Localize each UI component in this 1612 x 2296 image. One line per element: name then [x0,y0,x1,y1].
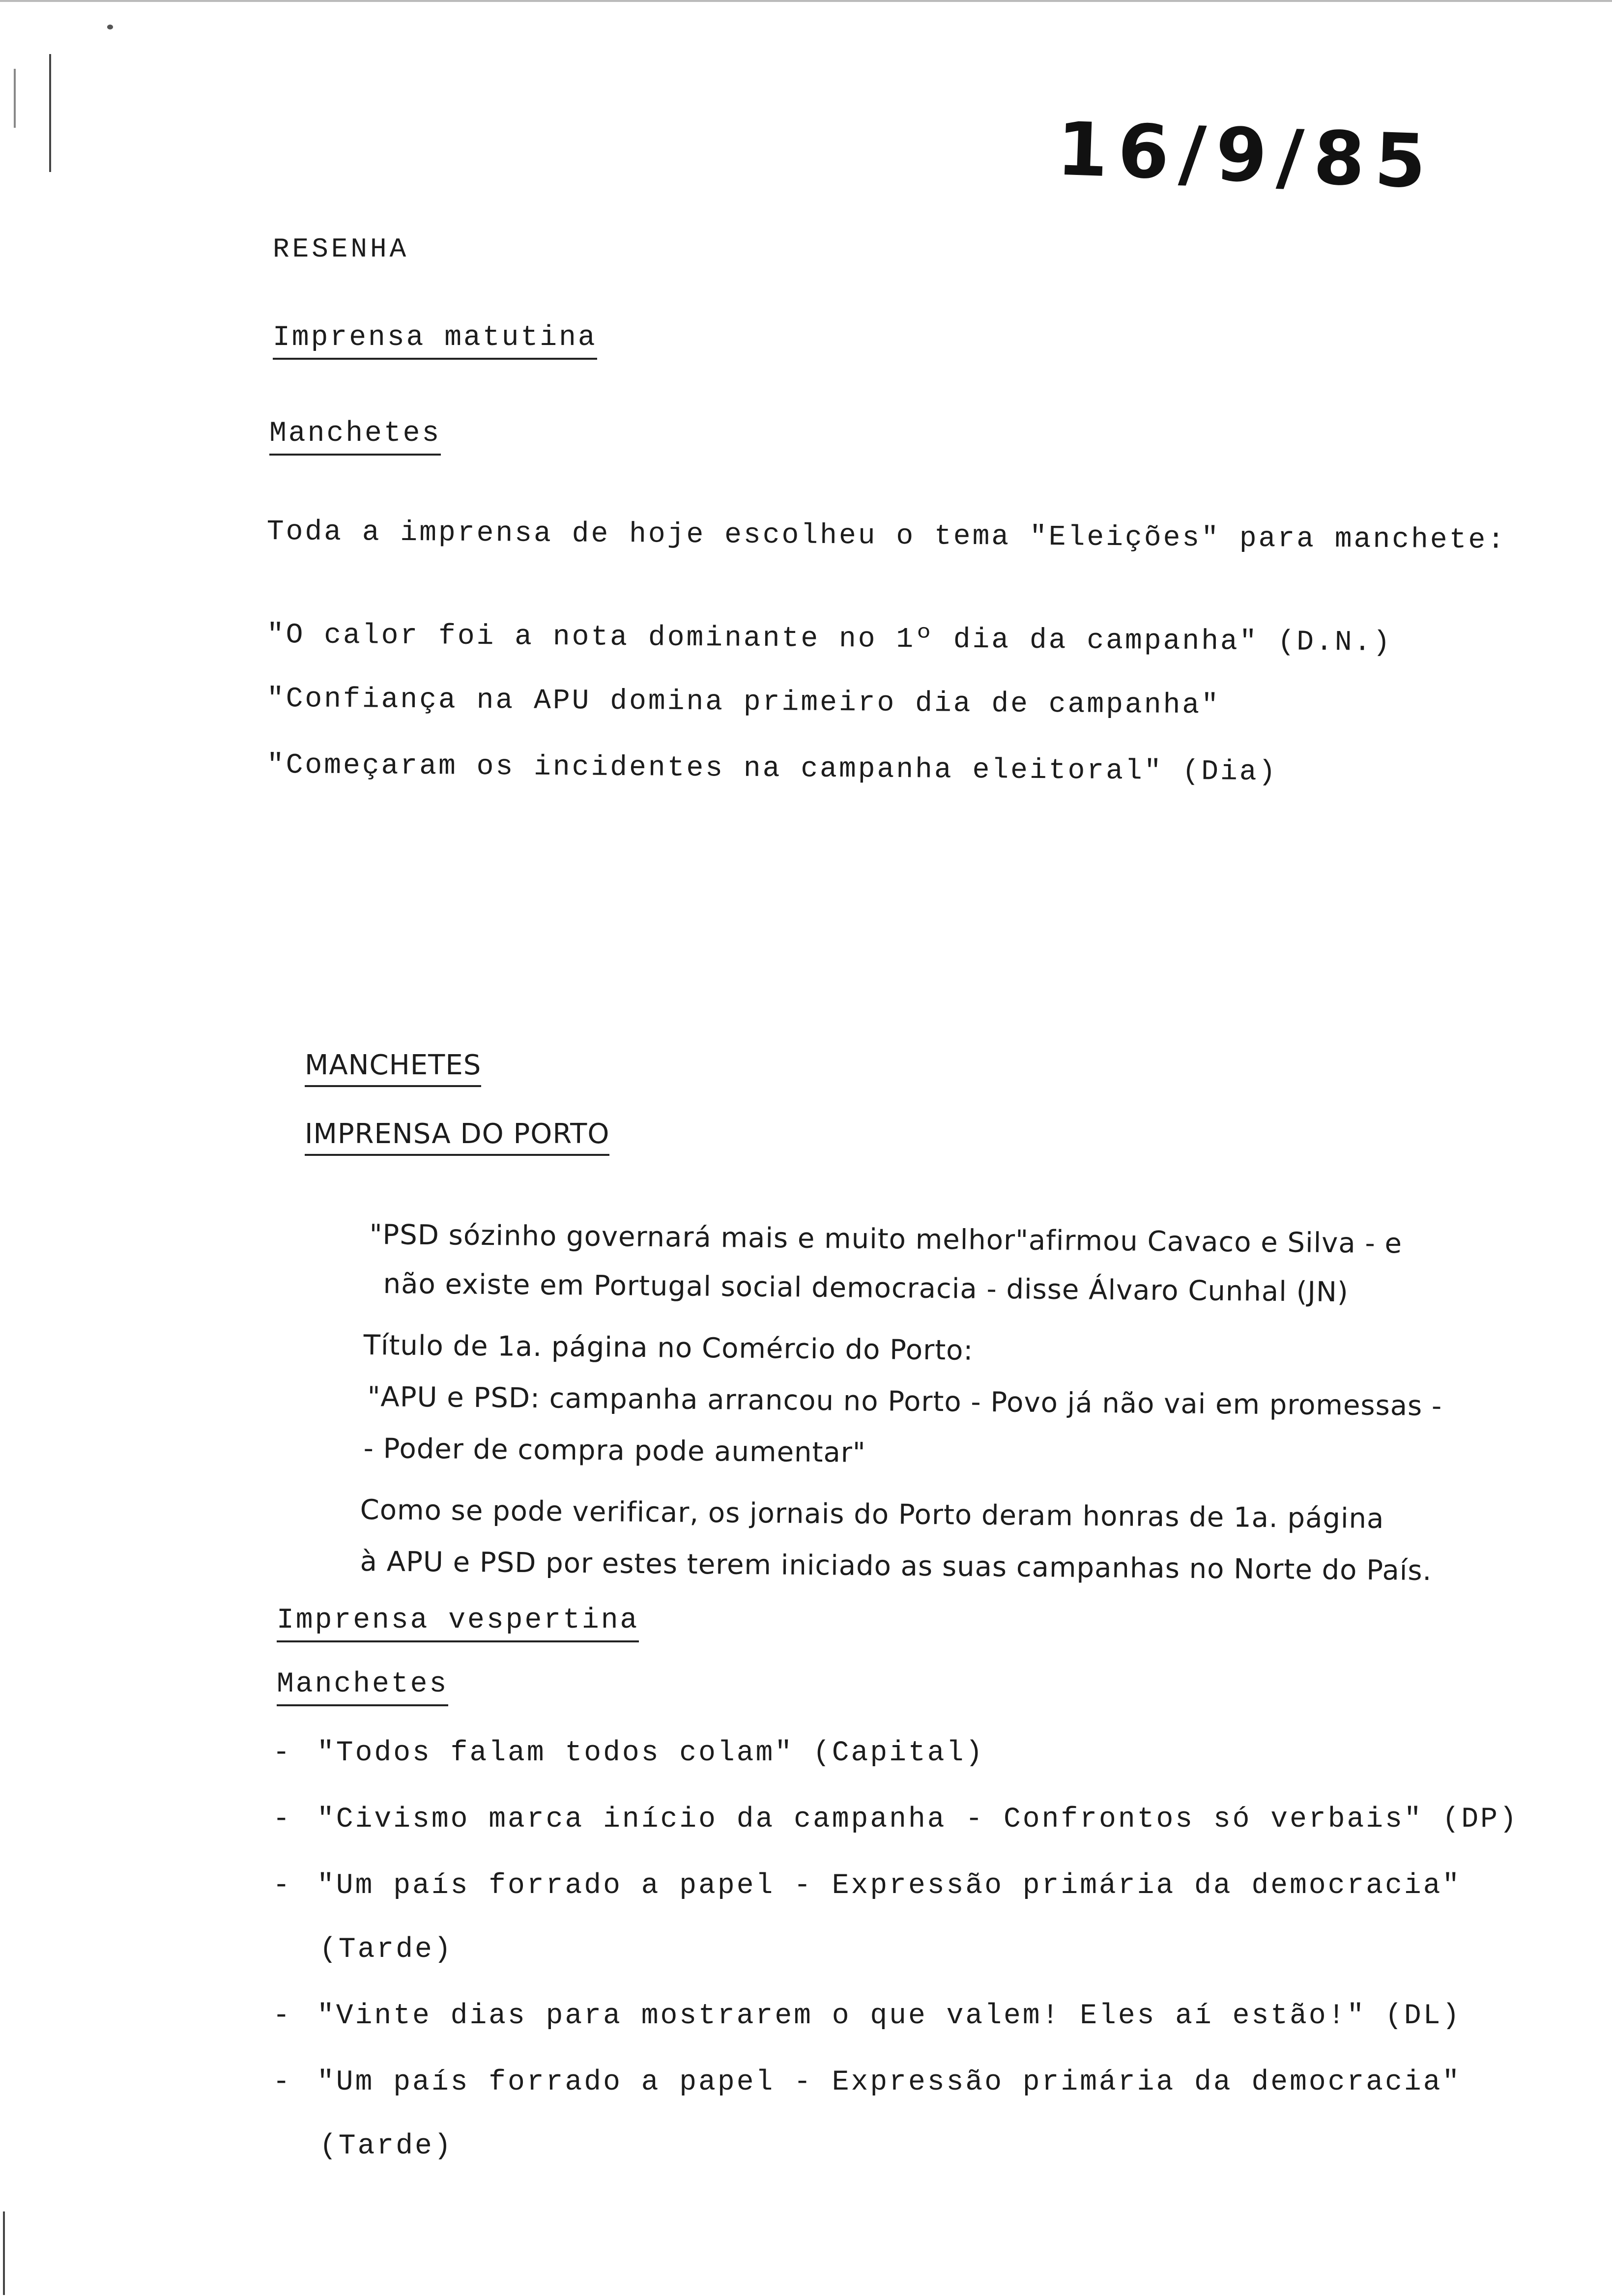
evening-bullet-1: - [273,1737,292,1769]
porto-note-line-1: Como se pode verificar, os jornais do Porto deram honras de 1a. página [360,1494,1384,1535]
morning-headline-2: "Confiança na APU domina primeiro dia de campanha" [266,683,1221,722]
morning-intro: Toda a imprensa de hoje escolheu o tema "Eleições" para manchete: [266,516,1507,557]
evening-bullet-5: - [273,2066,292,2098]
porto-title: MANCHETES [305,1049,481,1087]
morning-subtitle: Manchetes [269,418,441,456]
evening-bullet-2: - [273,1804,292,1836]
evening-section-title: Imprensa vespertina [277,1605,639,1642]
scan-left-mark-3 [3,2211,5,2295]
porto-comercio-line-1: "APU e PSD: campanha arrancou no Porto - Povo já não vai em promessas - [367,1381,1442,1423]
evening-headline-3: "Um país forrado a papel - Expressão primária da democracia" [317,1870,1462,1902]
porto-note-line-2: à APU e PSD por estes terem iniciado as suas campanhas no Norte do País. [360,1546,1432,1587]
evening-headline-3-source: (Tarde) [319,1934,453,1966]
evening-headline-5: "Um país forrado a papel - Expressão primária da democracia" [317,2066,1462,2098]
porto-quote-line-1: "PSD sózinho governará mais e muito melhor"afirmou Cavaco e Silva - e [369,1219,1403,1260]
porto-quote-line-2: não existe em Portugal social democracia - disse Álvaro Cunhal (JN) [383,1268,1349,1309]
morning-headline-3: "Começaram os incidentes na campanha eleitoral" (Dia) [266,749,1278,789]
evening-bullet-4: - [273,2000,292,2032]
scan-speck [107,25,113,29]
evening-headline-4: "Vinte dias para mostrarem o que valem! Eles aí estão!" (DL) [317,2000,1462,2032]
scan-left-mark [49,54,51,172]
document-title: RESENHA [273,233,409,265]
handwritten-date: 16/9/85 [1055,106,1438,205]
scan-top-rule [0,0,1612,2]
evening-bullet-3: - [273,1870,292,1902]
porto-comercio-line-2: - Poder de compra pode aumentar" [363,1433,866,1469]
porto-comercio-label: Título de 1a. página no Comércio do Porto: [363,1329,974,1367]
evening-headline-5-source: (Tarde) [319,2130,453,2162]
morning-headline-1: "O calor foi a nota dominante no 1º dia da campanha" (D.N.) [266,619,1392,659]
evening-headline-2: "Civismo marca início da campanha - Confrontos só verbais" (DP) [317,1804,1519,1836]
porto-subtitle: IMPRENSA DO PORTO [305,1118,609,1156]
morning-section-title: Imprensa matutina [273,322,597,360]
scan-left-mark-2 [14,69,16,128]
evening-subtitle: Manchetes [277,1668,448,1706]
evening-headline-1: "Todos falam todos colam" (Capital) [317,1737,985,1769]
